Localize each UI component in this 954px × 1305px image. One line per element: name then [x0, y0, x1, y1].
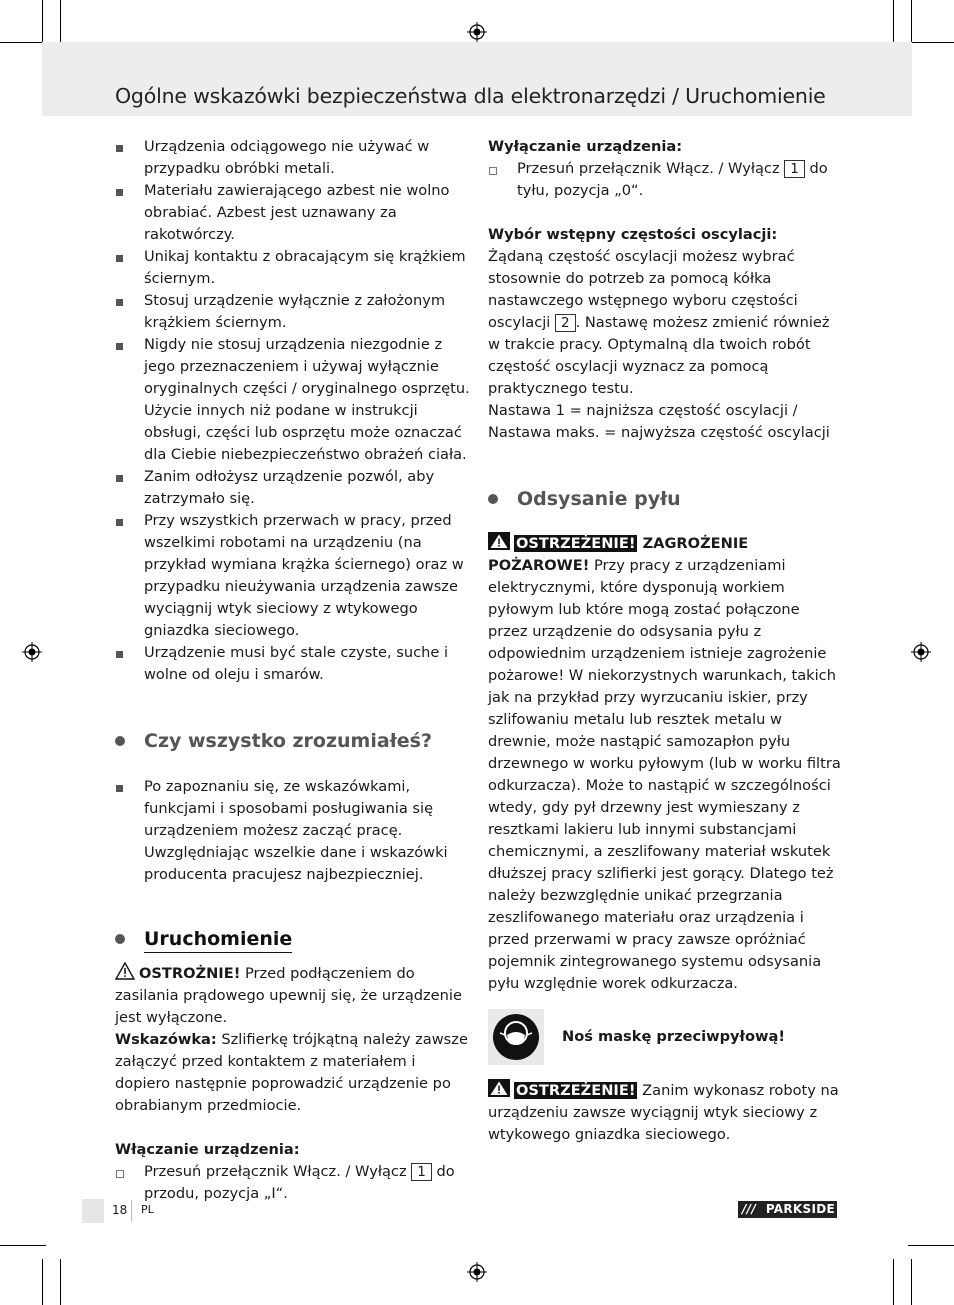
page-title: Ogólne wskazówki bezpieczeństwa dla elektronarzędzi / Uruchomienie — [115, 84, 826, 108]
list-item: Materiału zawierającego azbest nie wolno obrabiać. Azbest jest uznawany za rakotwórczy. — [115, 180, 470, 246]
list-item: Stosuj urządzenie wyłącznie z założonym krążkiem ściernym. — [115, 290, 470, 334]
crop-mark — [893, 1259, 894, 1305]
unplug-warning-paragraph — [488, 1079, 843, 1146]
brand-name: PARKSIDE — [765, 1202, 835, 1216]
warning-text: Zanim wykonasz roboty na urządzeniu zawsze wyciągnij wtyk sieciowy z wtykowego gniazdka sieciowego. — [488, 1082, 839, 1143]
part-ref-badge: 2 — [555, 314, 576, 332]
fire-warning-paragraph — [488, 532, 843, 995]
startup-heading-text: Uruchomienie — [144, 928, 292, 953]
warning-title: ZAGROŻENIE POŻAROWE! — [488, 535, 749, 574]
page-number: 18 — [112, 1203, 128, 1217]
preselect-text-end: . Nastawę możesz zmienić również w trakcie pracy. Optymalną dla twoich robót częstość oscylacji wyznacz za pomocą praktycznego testu. — [488, 314, 830, 397]
registration-mark-icon — [467, 1262, 487, 1282]
list-item: Urządzenia odciągowego nie używać w przypadku obróbki metali. — [115, 136, 470, 180]
crop-mark — [60, 1259, 61, 1305]
brand-slashes: /// — [742, 1202, 757, 1216]
crop-mark — [893, 0, 894, 46]
registration-mark-icon — [911, 642, 931, 662]
language-code: PL — [141, 1203, 154, 1216]
switch-off-list — [488, 158, 843, 202]
registration-mark-icon — [22, 642, 42, 662]
list-item: Zanim odłożysz urządzenie pozwól, aby zatrzymało się. — [115, 466, 470, 510]
switch-on-heading: Włączanie urządzenia: — [115, 1141, 300, 1158]
dust-heading: Odsysanie pyłu — [488, 486, 843, 512]
switch-on-list — [115, 1161, 470, 1205]
crop-mark — [908, 1245, 954, 1246]
crop-mark — [0, 1245, 46, 1246]
crop-mark — [911, 1259, 912, 1305]
registration-mark-icon — [467, 22, 487, 42]
safety-list — [115, 136, 470, 686]
switch-off-heading: Wyłączanie urządzenia: — [488, 138, 683, 155]
left-column — [115, 136, 470, 1205]
caution-triangle-icon — [115, 962, 135, 980]
setting-min: Nastawa 1 = najniższa częstość oscylacji / — [488, 402, 798, 419]
preselect-paragraph — [488, 246, 843, 400]
crop-mark — [42, 0, 43, 46]
list-item — [488, 158, 843, 202]
switch-off-text: Przesuń przełącznik Włącz. / Wyłącz — [517, 160, 785, 177]
warning-tag: OSTRZEŻENIE! — [516, 535, 636, 552]
mask-label: Noś maskę przeciwpyłową! — [562, 1028, 785, 1045]
list-item: Unikaj kontaktu z obracającym się krążkiem ściernym. — [115, 246, 470, 290]
part-ref-badge: 1 — [784, 160, 805, 178]
startup-heading — [115, 926, 470, 952]
caution-label: OSTROŻNIE! — [139, 965, 241, 982]
caution-text: Przed podłączeniem do zasilania prądowego upewnij się, że urządzenie jest wyłączone. — [115, 965, 462, 1026]
list-item: Przy wszystkich przerwach w pracy, przed wszelkimi robotami na urządzeniu (na przykład wymiana krążka ściernego) oraz w przypadku nieużywania urządzenia zawsze wyciągnij wtyk sieciowy z wtykowego gniazdka sieciowego. — [115, 510, 470, 642]
crop-mark — [911, 0, 912, 46]
footer-divider — [131, 1200, 132, 1222]
crop-mark — [0, 42, 46, 43]
list-item: Urządzenie musi być stale czyste, suche i wolne od oleju i smarów. — [115, 642, 470, 686]
part-ref-badge: 1 — [411, 1163, 432, 1181]
caution-paragraph — [115, 962, 470, 1029]
crop-mark — [60, 0, 61, 46]
dust-mask-icon — [488, 1009, 544, 1065]
warning-triangle-icon — [488, 532, 510, 550]
mask-notice — [488, 1009, 843, 1065]
understood-heading: Czy wszystko zrozumiałeś? — [115, 728, 470, 754]
warning-triangle-icon — [488, 1079, 510, 1097]
switch-off-text-end: do tyłu, pozycja „0“. — [517, 160, 828, 199]
switch-on-text-end: do przodu, pozycja „I“. — [144, 1163, 455, 1202]
brand-logo — [738, 1201, 837, 1218]
list-item — [115, 1161, 470, 1205]
crop-mark — [42, 1259, 43, 1305]
hint-text: Szlifierkę trójkątną należy zawsze załączyć przed kontaktem z materiałem i dopiero następnie poprowadzić urządzenie po obrabianym przedmiocie. — [115, 1031, 468, 1114]
right-column — [488, 136, 843, 1146]
understood-list — [115, 776, 470, 886]
preselect-text: Żądaną częstość oscylacji możesz wybrać stosownie do potrzeb za pomocą kółka nastawczego wstępnego wyboru częstości oscylacji — [488, 248, 798, 331]
footer-tab — [82, 1199, 104, 1223]
setting-max: Nastawa maks. = najwyższa częstość oscylacji — [488, 424, 830, 441]
warning-text: Przy pracy z urządzeniami elektrycznymi, które dysponują workiem pyłowym lub które mogą zostać połączone przez urządzenie do odsysania pyłu z odpowiednim urządzeniem istnieje zagrożenie pożarowe! W niekorzystnych warunkach, takich jak na przykład przy wyrzucaniu iskier, przy szlifowaniu metalu lub resztek metalu w drewnie, może nastąpić samozapłon pyłu drzewnego w worku pyłowym (lub w worku filtra odkurzacza). Może to nastąpić w szczególności wtedy, gdy pył drzewny jest wymieszany z resztkami lakieru lub innymi substancjami chemicznymi, a zeszlifowany materiał wskutek dłuższej pracy szlifierki jest gorący. Dlatego też należy bezwzględnie unikać przegrzania zeszlifowanego materiału oraz urządzenia i przed przerwami w pracy zawsze opróżniać pojemnik zintegrowanego systemu odsysania pyłu względnie worek odkurzacza. — [488, 557, 841, 992]
list-item: Nigdy nie stosuj urządzenia niezgodnie z jego przeznaczeniem i używaj wyłącznie oryginalnych części / oryginalnego osprzętu. Użycie innych niż podane w instrukcji obsługi, części lub osprzętu może oznaczać dla Ciebie niebezpieczeństwo obrażeń ciała. — [115, 334, 470, 466]
warning-tag: OSTRZEŻENIE! — [516, 1082, 636, 1099]
switch-on-text: Przesuń przełącznik Włącz. / Wyłącz — [144, 1163, 412, 1180]
crop-mark — [908, 42, 954, 43]
hint-label: Wskazówka: — [115, 1031, 217, 1048]
preselect-heading: Wybór wstępny częstości oscylacji: — [488, 226, 778, 243]
hint-paragraph — [115, 1029, 470, 1117]
list-item: Po zapoznaniu się, ze wskazówkami, funkcjami i sposobami posługiwania się urządzeniem możesz zacząć pracę. Uwzględniając wszelkie dane i wskazówki producenta pracujesz najbezpieczniej. — [115, 776, 470, 886]
